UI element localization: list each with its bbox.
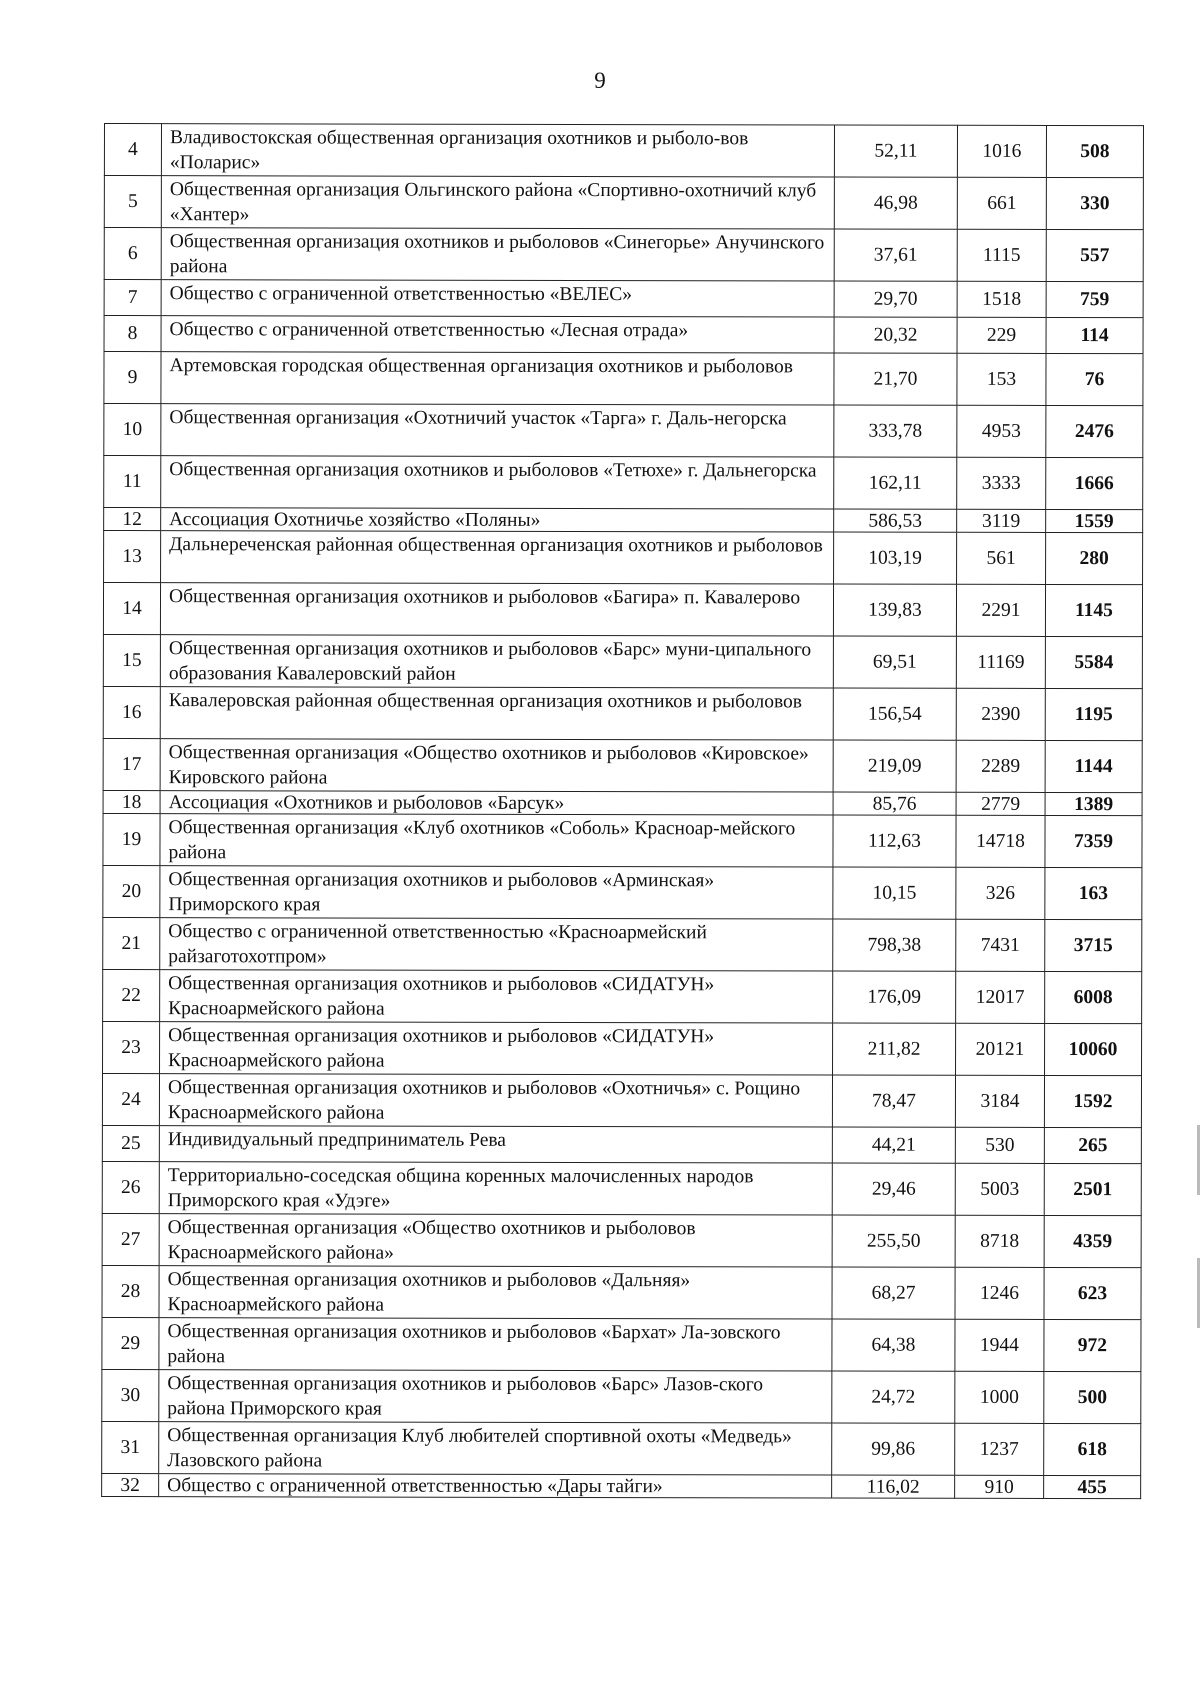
quantity-value: 561 xyxy=(957,532,1046,584)
row-number: 28 xyxy=(102,1265,159,1317)
table-row xyxy=(103,790,1142,815)
table-row xyxy=(104,280,1143,318)
quantity-value: 910 xyxy=(955,1475,1044,1498)
result-value: 972 xyxy=(1044,1319,1141,1371)
result-value: 5584 xyxy=(1045,636,1142,688)
result-value: 76 xyxy=(1046,353,1143,405)
organization-name: Общественная организация охотников и рыболовов «СИДАТУН» Красноармейского района xyxy=(160,970,833,1023)
page-number: 9 xyxy=(594,68,606,93)
organization-name: Артемовская городская общественная организация охотников и рыболовов xyxy=(161,352,834,405)
area-value: 68,27 xyxy=(832,1267,955,1319)
quantity-value: 12017 xyxy=(956,971,1045,1023)
result-value: 265 xyxy=(1044,1127,1141,1163)
area-value: 29,70 xyxy=(834,281,957,317)
area-value: 21,70 xyxy=(834,353,957,405)
quantity-value: 530 xyxy=(955,1127,1044,1163)
organization-name: Общественная организация охотников и рыболовов «Бархат» Ла-зовского района xyxy=(159,1318,832,1371)
organization-name: Ассоциация «Охотников и рыболовов «Барсук» xyxy=(160,791,833,815)
organization-name: Общество с ограниченной ответственностью «Лесная отрада» xyxy=(161,316,834,353)
table-row xyxy=(103,1021,1142,1075)
result-value: 4359 xyxy=(1044,1215,1141,1267)
row-number: 12 xyxy=(104,508,161,531)
table-row xyxy=(102,1161,1141,1215)
area-value: 64,38 xyxy=(832,1319,955,1371)
row-number: 16 xyxy=(103,686,160,738)
table-row xyxy=(103,686,1142,740)
result-value: 1145 xyxy=(1045,584,1142,636)
table-row xyxy=(102,1125,1141,1163)
organization-name: Общественная организация охотников и рыболовов «Тетюхе» г. Дальнегорска xyxy=(161,456,834,509)
row-number: 21 xyxy=(103,917,160,969)
quantity-value: 2289 xyxy=(956,740,1045,792)
table-body xyxy=(102,124,1144,1499)
result-value: 114 xyxy=(1046,317,1143,353)
quantity-value: 4953 xyxy=(957,405,1046,457)
table-row xyxy=(102,1473,1141,1498)
table-row xyxy=(104,124,1143,178)
quantity-value: 8718 xyxy=(955,1215,1044,1267)
table-row xyxy=(103,583,1142,637)
table-row xyxy=(104,531,1143,585)
organization-name: Общественная организация охотников и рыболовов «Дальняя» Красноармейского района xyxy=(159,1266,832,1319)
row-number: 4 xyxy=(104,124,161,176)
quantity-value: 2779 xyxy=(956,792,1045,815)
quantity-value: 1115 xyxy=(957,229,1046,281)
organization-name: Общество с ограниченной ответственностью «ВЕЛЕС» xyxy=(161,280,834,317)
area-value: 112,63 xyxy=(833,815,956,867)
table-row xyxy=(102,1317,1141,1371)
table-row xyxy=(103,813,1142,867)
quantity-value: 14718 xyxy=(956,815,1045,867)
result-value: 280 xyxy=(1046,532,1143,584)
row-number: 19 xyxy=(103,813,160,865)
table-row xyxy=(102,1073,1141,1127)
quantity-value: 7431 xyxy=(956,919,1045,971)
row-number: 20 xyxy=(103,865,160,917)
area-value: 103,19 xyxy=(834,532,957,584)
area-value: 211,82 xyxy=(833,1023,956,1075)
row-number: 6 xyxy=(104,228,161,280)
quantity-value: 20121 xyxy=(956,1023,1045,1075)
area-value: 798,38 xyxy=(833,919,956,971)
area-value: 24,72 xyxy=(832,1371,955,1423)
table-row xyxy=(104,508,1143,533)
row-number: 24 xyxy=(102,1073,159,1125)
row-number: 30 xyxy=(102,1369,159,1421)
organization-name: Общественная организация охотников и рыболовов «Охотничья» с. Рощино Красноармейского района xyxy=(159,1074,832,1127)
result-value: 1666 xyxy=(1046,457,1143,509)
organization-name: Владивостокская общественная организация охотников и рыболо-вов «Поларис» xyxy=(161,124,834,177)
table-row xyxy=(104,456,1143,510)
area-value: 44,21 xyxy=(832,1127,955,1163)
row-number: 9 xyxy=(104,352,161,404)
result-value: 330 xyxy=(1046,177,1143,229)
table-row xyxy=(103,738,1142,792)
result-value: 1389 xyxy=(1045,792,1142,815)
organization-name: Общество с ограниченной ответственностью «Дары тайги» xyxy=(159,1474,832,1498)
row-number: 31 xyxy=(102,1421,159,1473)
area-value: 176,09 xyxy=(833,971,956,1023)
area-value: 69,51 xyxy=(833,636,956,688)
quantity-value: 1000 xyxy=(955,1371,1044,1423)
organization-name: Территориально-соседская община коренных малочисленных народов Приморского края «Удэге» xyxy=(159,1162,832,1215)
result-value: 500 xyxy=(1044,1371,1141,1423)
result-value: 1559 xyxy=(1046,509,1143,532)
area-value: 333,78 xyxy=(834,405,957,457)
organization-name: Общественная организация охотников и рыболовов «Барс» Лазов-ского района Приморского края xyxy=(159,1370,832,1423)
table-row xyxy=(104,176,1143,230)
organization-name: Общество с ограниченной ответственностью «Красноармейский райзаготохотпром» xyxy=(160,918,833,971)
area-value: 139,83 xyxy=(833,584,956,636)
quantity-value: 1246 xyxy=(955,1267,1044,1319)
organization-name: Ассоциация Охотничье хозяйство «Поляны» xyxy=(161,508,834,532)
row-number: 5 xyxy=(104,176,161,228)
area-value: 586,53 xyxy=(834,509,957,532)
organization-name: Общественная организация Клуб любителей спортивной охоты «Медведь» Лазовского района xyxy=(159,1422,832,1475)
quantity-value: 5003 xyxy=(955,1163,1044,1215)
result-value: 163 xyxy=(1045,867,1142,919)
organization-name: Общественная организация охотников и рыболовов «Багира» п. Кавалерово xyxy=(160,583,833,636)
row-number: 25 xyxy=(102,1125,159,1161)
organizations-table xyxy=(101,123,1144,1499)
quantity-value: 3333 xyxy=(957,457,1046,509)
row-number: 23 xyxy=(103,1021,160,1073)
table-row xyxy=(104,228,1143,282)
table-row xyxy=(102,1265,1141,1319)
organization-name: Общественная организация охотников и рыболовов «Арминская» Приморского края xyxy=(160,866,833,919)
table-row xyxy=(102,1421,1141,1475)
row-number: 8 xyxy=(104,316,161,352)
area-value: 99,86 xyxy=(832,1423,955,1475)
quantity-value: 661 xyxy=(957,177,1046,229)
result-value: 10060 xyxy=(1045,1023,1142,1075)
result-value: 557 xyxy=(1046,229,1143,281)
result-value: 618 xyxy=(1044,1423,1141,1475)
result-value: 2501 xyxy=(1044,1163,1141,1215)
quantity-value: 11169 xyxy=(956,636,1045,688)
result-value: 1144 xyxy=(1045,740,1142,792)
result-value: 7359 xyxy=(1045,815,1142,867)
area-value: 52,11 xyxy=(834,125,957,177)
table-row xyxy=(103,865,1142,919)
organization-name: Общественная организация охотников и рыболовов «СИДАТУН» Красноармейского района xyxy=(160,1022,833,1075)
table-row xyxy=(102,1369,1141,1423)
result-value: 508 xyxy=(1046,125,1143,177)
quantity-value: 326 xyxy=(956,867,1045,919)
result-value: 759 xyxy=(1046,281,1143,317)
organization-name: Общественная организация «Общество охотников и рыболовов «Кировское» Кировского района xyxy=(160,739,833,792)
organization-name: Кавалеровская районная общественная организация охотников и рыболовов xyxy=(160,687,833,740)
quantity-value: 2291 xyxy=(956,584,1045,636)
area-value: 156,54 xyxy=(833,688,956,740)
table-row xyxy=(104,352,1143,406)
area-value: 85,76 xyxy=(833,792,956,815)
row-number: 27 xyxy=(102,1213,159,1265)
row-number: 32 xyxy=(102,1473,159,1496)
result-value: 1195 xyxy=(1045,688,1142,740)
row-number: 29 xyxy=(102,1317,159,1369)
row-number: 22 xyxy=(103,969,160,1021)
area-value: 10,15 xyxy=(833,867,956,919)
quantity-value: 3119 xyxy=(957,509,1046,532)
quantity-value: 153 xyxy=(957,353,1046,405)
row-number: 14 xyxy=(103,583,160,635)
area-value: 37,61 xyxy=(834,229,957,281)
row-number: 13 xyxy=(104,531,161,583)
organization-name: Дальнереченская районная общественная организация охотников и рыболовов xyxy=(161,531,834,584)
quantity-value: 1237 xyxy=(955,1423,1044,1475)
organization-name: Индивидуальный предприниматель Рева xyxy=(159,1126,832,1163)
organization-name: Общественная организация «Охотничий участок «Тарга» г. Даль-негорска xyxy=(161,404,834,457)
organization-name: Общественная организация «Общество охотников и рыболовов Красноармейского района» xyxy=(159,1214,832,1267)
row-number: 26 xyxy=(102,1161,159,1213)
area-value: 20,32 xyxy=(834,317,957,353)
area-value: 116,02 xyxy=(832,1475,955,1498)
quantity-value: 1518 xyxy=(957,281,1046,317)
row-number: 15 xyxy=(103,634,160,686)
table-row xyxy=(104,404,1143,458)
result-value: 6008 xyxy=(1045,971,1142,1023)
result-value: 2476 xyxy=(1046,405,1143,457)
area-value: 255,50 xyxy=(832,1215,955,1267)
quantity-value: 2390 xyxy=(956,688,1045,740)
table-row xyxy=(102,1213,1141,1267)
table-row xyxy=(103,969,1142,1023)
table-row xyxy=(103,634,1142,688)
result-value: 455 xyxy=(1044,1475,1141,1498)
table-row xyxy=(104,316,1143,354)
organization-name: Общественная организация Ольгинского района «Спортивно-охотничий клуб «Хантер» xyxy=(161,176,834,229)
area-value: 46,98 xyxy=(834,177,957,229)
table-row xyxy=(103,917,1142,971)
organization-name: Общественная организация «Клуб охотников «Соболь» Красноар-мейского района xyxy=(160,814,833,867)
organization-name: Общественная организация охотников и рыболовов «Барс» муни-ципального образования Кавалеровский район xyxy=(160,635,833,688)
row-number: 18 xyxy=(103,790,160,813)
result-value: 3715 xyxy=(1045,919,1142,971)
quantity-value: 1016 xyxy=(957,125,1046,177)
result-value: 1592 xyxy=(1044,1075,1141,1127)
row-number: 10 xyxy=(104,404,161,456)
quantity-value: 1944 xyxy=(955,1319,1044,1371)
area-value: 78,47 xyxy=(832,1075,955,1127)
quantity-value: 229 xyxy=(957,317,1046,353)
row-number: 11 xyxy=(104,456,161,508)
result-value: 623 xyxy=(1044,1267,1141,1319)
organization-name: Общественная организация охотников и рыболовов «Синегорье» Анучинского района xyxy=(161,228,834,281)
area-value: 219,09 xyxy=(833,740,956,792)
quantity-value: 3184 xyxy=(955,1075,1044,1127)
area-value: 29,46 xyxy=(832,1163,955,1215)
row-number: 17 xyxy=(103,738,160,790)
area-value: 162,11 xyxy=(834,457,957,509)
row-number: 7 xyxy=(104,280,161,316)
